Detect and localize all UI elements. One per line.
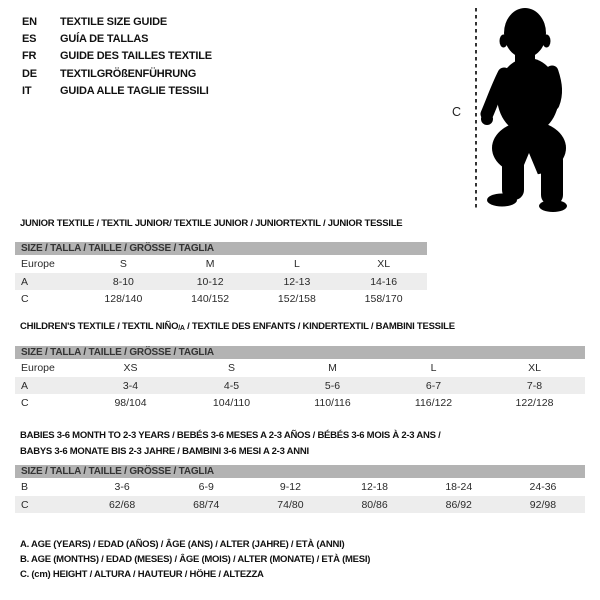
height-cell: 68/74 — [193, 498, 220, 511]
size-header-label: SIZE / TALLA / TAILLE / GRÖSSE / TAGLIA — [21, 347, 214, 358]
size-header-label: SIZE / TALLA / TAILLE / GRÖSSE / TAGLIA — [21, 243, 214, 254]
babies-title-line1: BABIES 3-6 MONTH TO 2-3 YEARS / BEBÉS 3-6 MESES A 2-3 AÑOS / BÉBÉS 3-6 MOIS À 2-3 ANS / — [20, 430, 441, 441]
table-row-height — [15, 496, 585, 514]
row-label: A — [21, 275, 29, 288]
row-label: C — [21, 498, 29, 511]
age-cell: 12-13 — [283, 275, 311, 288]
table-row-age — [15, 273, 427, 291]
babies-size-table — [15, 465, 585, 513]
table-row-age — [15, 377, 585, 395]
age-cell: 5-6 — [324, 379, 341, 392]
guide-title: GUIDA ALLE TAGLIE TESSILI — [60, 85, 209, 98]
babies-title-line2: BABYS 3-6 MONATE BIS 2-3 JAHRE / BAMBINI 3-6 MESI A 2-3 ANNI — [20, 446, 309, 457]
row-label: C — [21, 293, 29, 306]
size-header-bar — [15, 465, 585, 478]
months-cell: 6-9 — [198, 480, 214, 493]
junior-size-table — [15, 242, 427, 308]
baby-silhouette-icon — [440, 0, 600, 215]
children-section-title — [20, 321, 455, 332]
children-title-post: / TEXTILE DES ENFANTS / KINDERTEXTIL / BAMBINI TESSILE — [184, 321, 455, 332]
height-cell: 74/80 — [277, 498, 304, 511]
age-cell: 4-5 — [223, 379, 240, 392]
height-cell: 104/110 — [212, 397, 251, 410]
table-row-europe — [15, 359, 585, 377]
age-cell: 6-7 — [425, 379, 442, 392]
height-cell: 110/116 — [314, 397, 351, 410]
size-cell: S — [227, 361, 235, 374]
age-cell: 14-16 — [370, 275, 398, 288]
footnote-a: A. AGE (YEARS) / EDAD (AÑOS) / ÂGE (ANS) / ALTER (JAHRE) / ETÀ (ANNI) — [20, 539, 345, 550]
months-cell: 18-24 — [445, 480, 473, 493]
height-cell: 98/104 — [114, 397, 147, 410]
height-cell: 80/86 — [361, 498, 388, 511]
row-label: C — [21, 397, 29, 410]
size-cell: L — [430, 361, 437, 374]
height-cell: 140/152 — [191, 293, 230, 306]
height-measure-label: C — [452, 105, 462, 119]
size-header-bar — [15, 242, 427, 255]
baby-silhouette — [481, 8, 567, 212]
size-cell: L — [293, 257, 300, 270]
row-label: B — [21, 480, 29, 493]
language-code: IT — [22, 85, 32, 98]
table-row-months — [15, 478, 585, 496]
size-cell: XS — [123, 361, 138, 374]
size-cell: XL — [377, 257, 391, 270]
months-cell: 9-12 — [279, 480, 301, 493]
guide-title: GUÍA DE TALLAS — [60, 33, 149, 46]
row-label: A — [21, 379, 29, 392]
guide-title: GUIDE DES TAILLES TEXTILE — [60, 50, 212, 63]
children-size-table — [15, 346, 585, 412]
footnote-legend — [20, 537, 370, 582]
language-title-block — [22, 13, 212, 100]
footnote-c: C. (cm) HEIGHT / ALTURA / HAUTEUR / HÖHE / ALTEZZA — [20, 569, 264, 580]
age-cell: 3-4 — [122, 379, 139, 392]
language-code: ES — [22, 33, 37, 46]
size-cell: M — [205, 257, 215, 270]
height-cell: 116/122 — [414, 397, 453, 410]
language-code: EN — [22, 15, 37, 28]
footnote-b: B. AGE (MONTHS) / EDAD (MESES) / ÂGE (MOIS) / ALTER (MONATE) / ETÀ (MESI) — [20, 554, 371, 565]
toddler-silhouette-figure — [440, 0, 600, 215]
height-cell: 152/158 — [277, 293, 316, 306]
size-cell: XL — [528, 361, 541, 374]
guide-title: TEXTILE SIZE GUIDE — [60, 15, 168, 28]
months-cell: 24-36 — [529, 480, 557, 493]
height-cell: 86/92 — [445, 498, 472, 511]
guide-title: TEXTILGRÖßENFÜHRUNG — [60, 67, 197, 80]
months-cell: 3-6 — [114, 480, 130, 493]
months-cell: 12-18 — [361, 480, 389, 493]
size-cell: M — [328, 361, 337, 374]
language-row-es — [22, 30, 212, 47]
language-code: DE — [22, 67, 37, 80]
age-cell: 10-12 — [196, 275, 224, 288]
row-label: Europe — [21, 361, 55, 374]
height-cell: 92/98 — [529, 498, 557, 511]
age-cell: 7-8 — [526, 379, 543, 392]
language-row-it — [22, 83, 212, 100]
babies-section-title — [20, 428, 440, 460]
language-row-de — [22, 65, 212, 82]
table-row-height — [15, 394, 585, 412]
children-title-subscript: /A — [178, 325, 185, 332]
junior-section-title: JUNIOR TEXTILE / TEXTIL JUNIOR/ TEXTILE JUNIOR / JUNIORTEXTIL / JUNIOR TESSILE — [20, 218, 403, 229]
row-label: Europe — [21, 257, 55, 270]
height-cell: 128/140 — [104, 293, 143, 306]
table-row-height — [15, 290, 427, 308]
size-header-label: SIZE / TALLA / TAILLE / GRÖSSE / TAGLIA — [21, 466, 214, 477]
table-row-europe — [15, 255, 427, 273]
language-row-fr — [22, 48, 212, 65]
language-code: FR — [22, 50, 37, 63]
height-cell: 122/128 — [515, 397, 554, 410]
height-cell: 158/170 — [364, 293, 403, 306]
age-cell: 8-10 — [112, 275, 134, 288]
language-row-en — [22, 13, 212, 30]
size-cell: S — [119, 257, 127, 270]
children-title-pre: CHILDREN'S TEXTILE / TEXTIL NIÑO — [20, 321, 179, 332]
size-header-bar — [15, 346, 585, 359]
height-cell: 62/68 — [108, 498, 136, 511]
